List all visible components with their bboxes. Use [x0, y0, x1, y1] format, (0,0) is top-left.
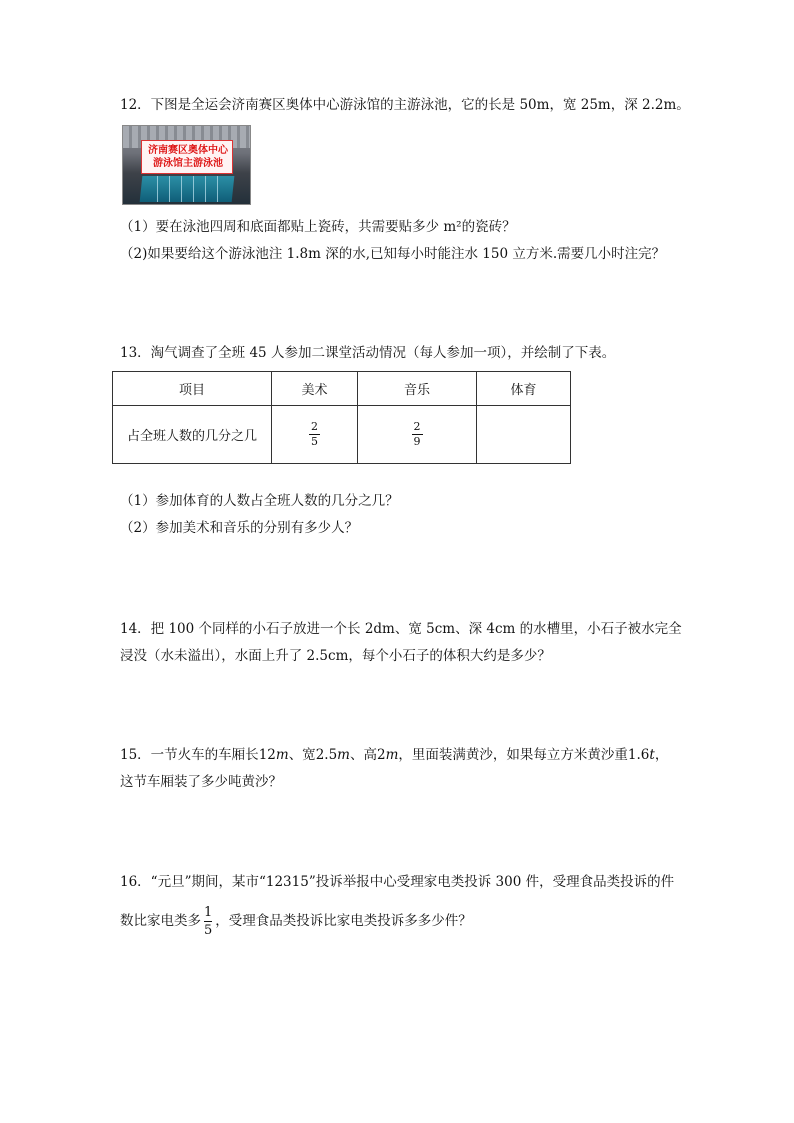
music-fraction-cell [358, 406, 477, 464]
q13-sub1: （1）参加体育的人数占全班人数的几分之几？ [120, 493, 399, 509]
music-fraction [412, 421, 423, 448]
art-fraction [309, 421, 320, 448]
q16-fraction [204, 905, 212, 938]
q15-line1 [120, 745, 668, 765]
q15-text: ，里面装满黄沙，如果每立方米黄沙重 [398, 747, 628, 763]
q15-weight-unit: t [649, 747, 655, 763]
row-label-cell: 占全班人数的几分之几 [113, 406, 272, 464]
banner-line-2: 游泳馆主游泳池 [153, 158, 223, 169]
q15-length-value: 12 [258, 747, 276, 763]
pool-banner [141, 140, 233, 174]
q14-line1: 14．把 100 个同样的小石子放进一个长 2dm、宽 5cm、深 4cm 的水槽里，小石子被水完全 [120, 621, 682, 637]
q15-width-unit: m [337, 747, 350, 763]
fraction-numerator: 1 [204, 905, 213, 920]
table-header-cell: 项目 [113, 372, 272, 406]
pool-photo [122, 125, 251, 205]
q13-stem: 13．淘气调查了全班 45 人参加二课堂活动情况（每人参加一项），并绘制了下表。 [120, 345, 616, 361]
q15-weight-value: 1.6 [627, 747, 650, 763]
q15-width-value: 2.5 [315, 747, 338, 763]
q16-text: 数比家电类多 [120, 913, 201, 929]
q15-text: 15．一节火车的车厢长 [120, 747, 259, 763]
table-header-row [113, 372, 571, 406]
table-header-cell: 体育 [477, 372, 571, 406]
activity-table [112, 371, 571, 464]
q12-sub2: （2)如果要给这个游泳池注 1.8m 深的水,已知每小时能注水 150 立方米.需要几小时注完？ [120, 246, 666, 262]
pool-lane [205, 176, 206, 202]
pool-lane [157, 176, 158, 202]
q16-text: ，受理食品类投诉比家电类投诉多多少件？ [215, 913, 472, 929]
fraction-bar [204, 921, 212, 922]
q12-sub1: （1）要在泳池四周和底面都贴上瓷砖，共需要贴多少 m²的瓷砖？ [120, 219, 516, 235]
q12-stem: 12．下图是全运会济南赛区奥体中心游泳馆的主游泳池，它的长是 50m，宽 25m，深 2.2m。 [120, 97, 690, 113]
q15-text: 、高 [349, 747, 377, 763]
q15-text: ， [654, 747, 669, 763]
fraction-denominator: 5 [204, 923, 213, 938]
q16-line2 [120, 904, 472, 938]
q15-height-unit: m [385, 747, 399, 763]
fraction-denominator: 9 [413, 435, 421, 448]
pool-lane [217, 176, 218, 202]
fraction-denominator: 5 [311, 435, 318, 448]
pool-lane [193, 176, 194, 202]
q13-sub2: （2）参加美术和音乐的分别有多少人？ [120, 520, 359, 536]
q15-length-unit: m [275, 747, 289, 763]
q14-line2: 浸没（水未溢出），水面上升了 2.5cm，每个小石子的体积大约是多少？ [120, 648, 551, 664]
q15-line2: 这节车厢装了多少吨黄沙？ [120, 774, 282, 790]
pool-water [140, 176, 235, 202]
fraction-numerator: 2 [413, 420, 421, 433]
q16-line1: 16．“元旦”期间，某市“12315”投诉举报中心受理家电类投诉 300 件，受理食品类投诉的件 [120, 874, 675, 890]
pe-fraction-cell [477, 406, 571, 464]
banner-line-1: 济南赛区奥体中心 [148, 145, 228, 156]
fraction-numerator: 2 [311, 420, 318, 433]
table-header-cell: 美术 [272, 372, 358, 406]
q15-height-value: 2 [376, 747, 386, 763]
q15-text: 、宽 [288, 747, 316, 763]
art-fraction-cell [272, 406, 358, 464]
table-row [113, 406, 571, 464]
pool-lane [169, 176, 170, 202]
table-header-cell: 音乐 [358, 372, 477, 406]
pool-lane [181, 176, 182, 202]
